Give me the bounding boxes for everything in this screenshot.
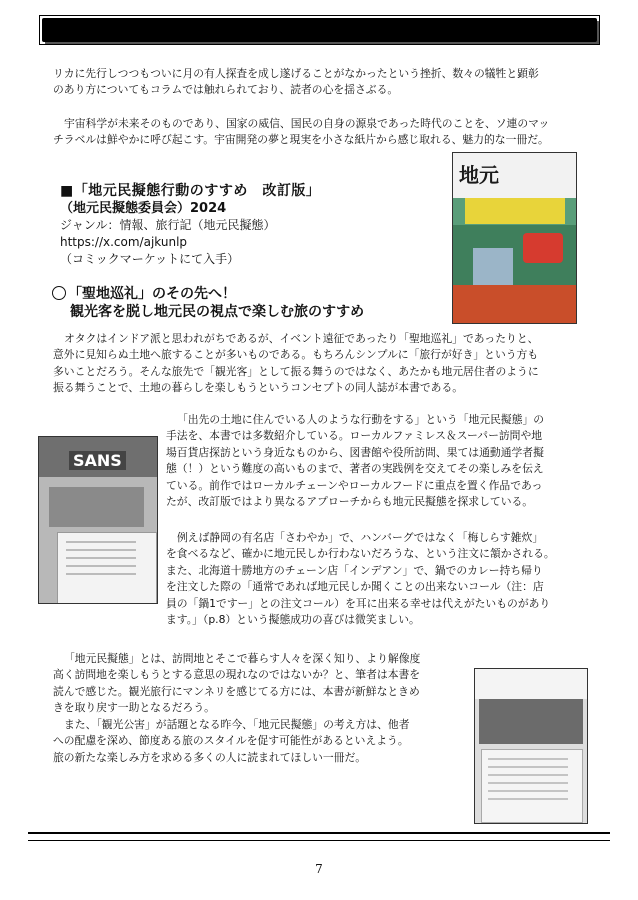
book-title: ■「地元民擬態行動のすすめ 改訂版」 <box>60 183 321 199</box>
book-acquisition-note: （コミックマーケットにて入手） <box>60 252 240 266</box>
text-line: ます。」（p.8）という擬態成功の喜びは微笑ましい。 <box>166 613 420 627</box>
text-line: 多いことだろう。そんな旅先で「観光客」として振る舞うのではなく、あたかも地元居住者のように <box>53 364 539 378</box>
text-line: きを取り戻す一助となるだろう。 <box>53 701 215 715</box>
text-line: 例えば静岡の有名店「さわやか」で、ハンバーグではなく「梅しらす雑炊」 <box>177 531 544 544</box>
intro-paragraph-2 <box>53 116 593 149</box>
shop-sign: SANS <box>69 451 126 470</box>
text-line: 振る舞うことで、土地の暮らしを楽しもうというコンセプトの同人誌が本書である。 <box>53 381 464 395</box>
text-line: を食べるなど、確かに地元民しか行わないだろうな、という注文に頷かされる。 <box>166 547 555 561</box>
text-line: また、北海道十勝地方のチェーン店「インデアン」で、鍋でのカレー持ち帰り <box>166 563 543 577</box>
body-paragraph-1 <box>53 331 598 397</box>
text-line: オタクはインドア派と思われがちであるが、イベント遠征であったり「聖地巡礼」であったりと、 <box>64 332 539 345</box>
footer-rule-bottom <box>28 840 610 841</box>
text-line: また、「観光公害」が話題となる昨今、「地元民擬態」の考え方は、他者 <box>64 718 410 731</box>
header-bar <box>42 18 597 42</box>
body-paragraph-4 <box>53 651 468 717</box>
body-paragraph-5 <box>53 717 468 766</box>
cover-logo: 地元 <box>459 163 499 187</box>
text-line: 旅の新たな楽しみ方を求める多くの人に読まれてほしい一冊だ。 <box>53 750 367 764</box>
text-line: への配慮を深め、節度ある旅のスタイルを促す可能性があるといえよう。 <box>53 734 409 748</box>
section-heading: 「聖地巡礼」のその先へ！ 観光客を脱し地元民の視点で楽しむ旅のすすめ <box>52 285 364 321</box>
text-line: のあり方についてもコラムでは触れられており、読者の心を揺さぶる。 <box>53 83 399 97</box>
text-line: 態（！）という難度の高いものまで、著者の実践例を交えてその楽しみを伝え <box>166 462 544 476</box>
text-line: 読んで感じた。観光旅行にマンネリを感じてる方には、本書が新鮮なときめ <box>53 684 420 698</box>
text-line: 「出先の土地に住んでいる人のような行動をする」という「地元民擬態」の <box>177 413 545 426</box>
circle-bullet-icon <box>52 286 66 300</box>
text-line: リカに先行しつつもついに月の有人探査を成し遂げることがなかったという挫折、数々の犠牲と顕彰 <box>53 67 539 80</box>
text-line: たが、改訂版ではより異なるアプローチからも地元民擬態を探求している。 <box>166 495 534 509</box>
book-info <box>60 183 400 268</box>
footer-rule-top <box>28 832 610 834</box>
book-genre: ジャンル：情報、旅行記（地元民擬態） <box>60 218 276 232</box>
book-cover-image <box>452 152 577 324</box>
book-subtitle: （地元民擬態委員会）2024 <box>60 201 227 216</box>
book-url[interactable]: https://x.com/ajkunlp <box>60 235 188 249</box>
body-paragraph-2 <box>166 412 596 510</box>
text-line: 高く訪問地を楽しもうとする意思の現れなのではないか？と、筆者は本書を <box>53 668 421 682</box>
text-line: ている。前作ではローカルチェーンやローカルフードに重点を置く作品であっ <box>166 478 543 492</box>
page-number: 7 <box>315 862 323 876</box>
shop-photo <box>38 436 158 604</box>
text-line: 員の「鍋1ですー」との注文コール）を耳に出来る幸せは代えがたいものがあり <box>166 596 551 610</box>
text-line: 宇宙科学が未来そのものであり、国家の威信、国民の自身の源泉であった時代のことを、ソ連のマッ <box>64 117 550 130</box>
body-paragraph-3 <box>166 530 596 628</box>
intro-paragraph-1 <box>53 66 593 99</box>
text-line: 手法を、本書では多数紹介している。ローカルファミレス＆スーパー訪問や地 <box>166 429 543 443</box>
text-line: 「地元民擬態」とは、訪問地とそこで暮らす人々を深く知り、より解像度 <box>64 652 421 665</box>
text-line: チラベルは鮮やかに呼び起こす。宇宙開発の夢と現実を小さな紙片から感じ取れる、魅力的な一冊だ。 <box>53 133 549 147</box>
text-line: 意外に見知らぬ土地へ旅することが多いものである。もちろんシンプルに「旅行が好き」という方も <box>53 348 539 362</box>
text-line: 場百貨店探訪という身近なものから、図書館や役所訪問、果ては通動通学者擬 <box>166 445 544 459</box>
store-photo <box>474 668 588 824</box>
text-line: を注文した際の「通常であれば地元民しか聞くことの出来ないコール（注：店 <box>166 580 544 594</box>
